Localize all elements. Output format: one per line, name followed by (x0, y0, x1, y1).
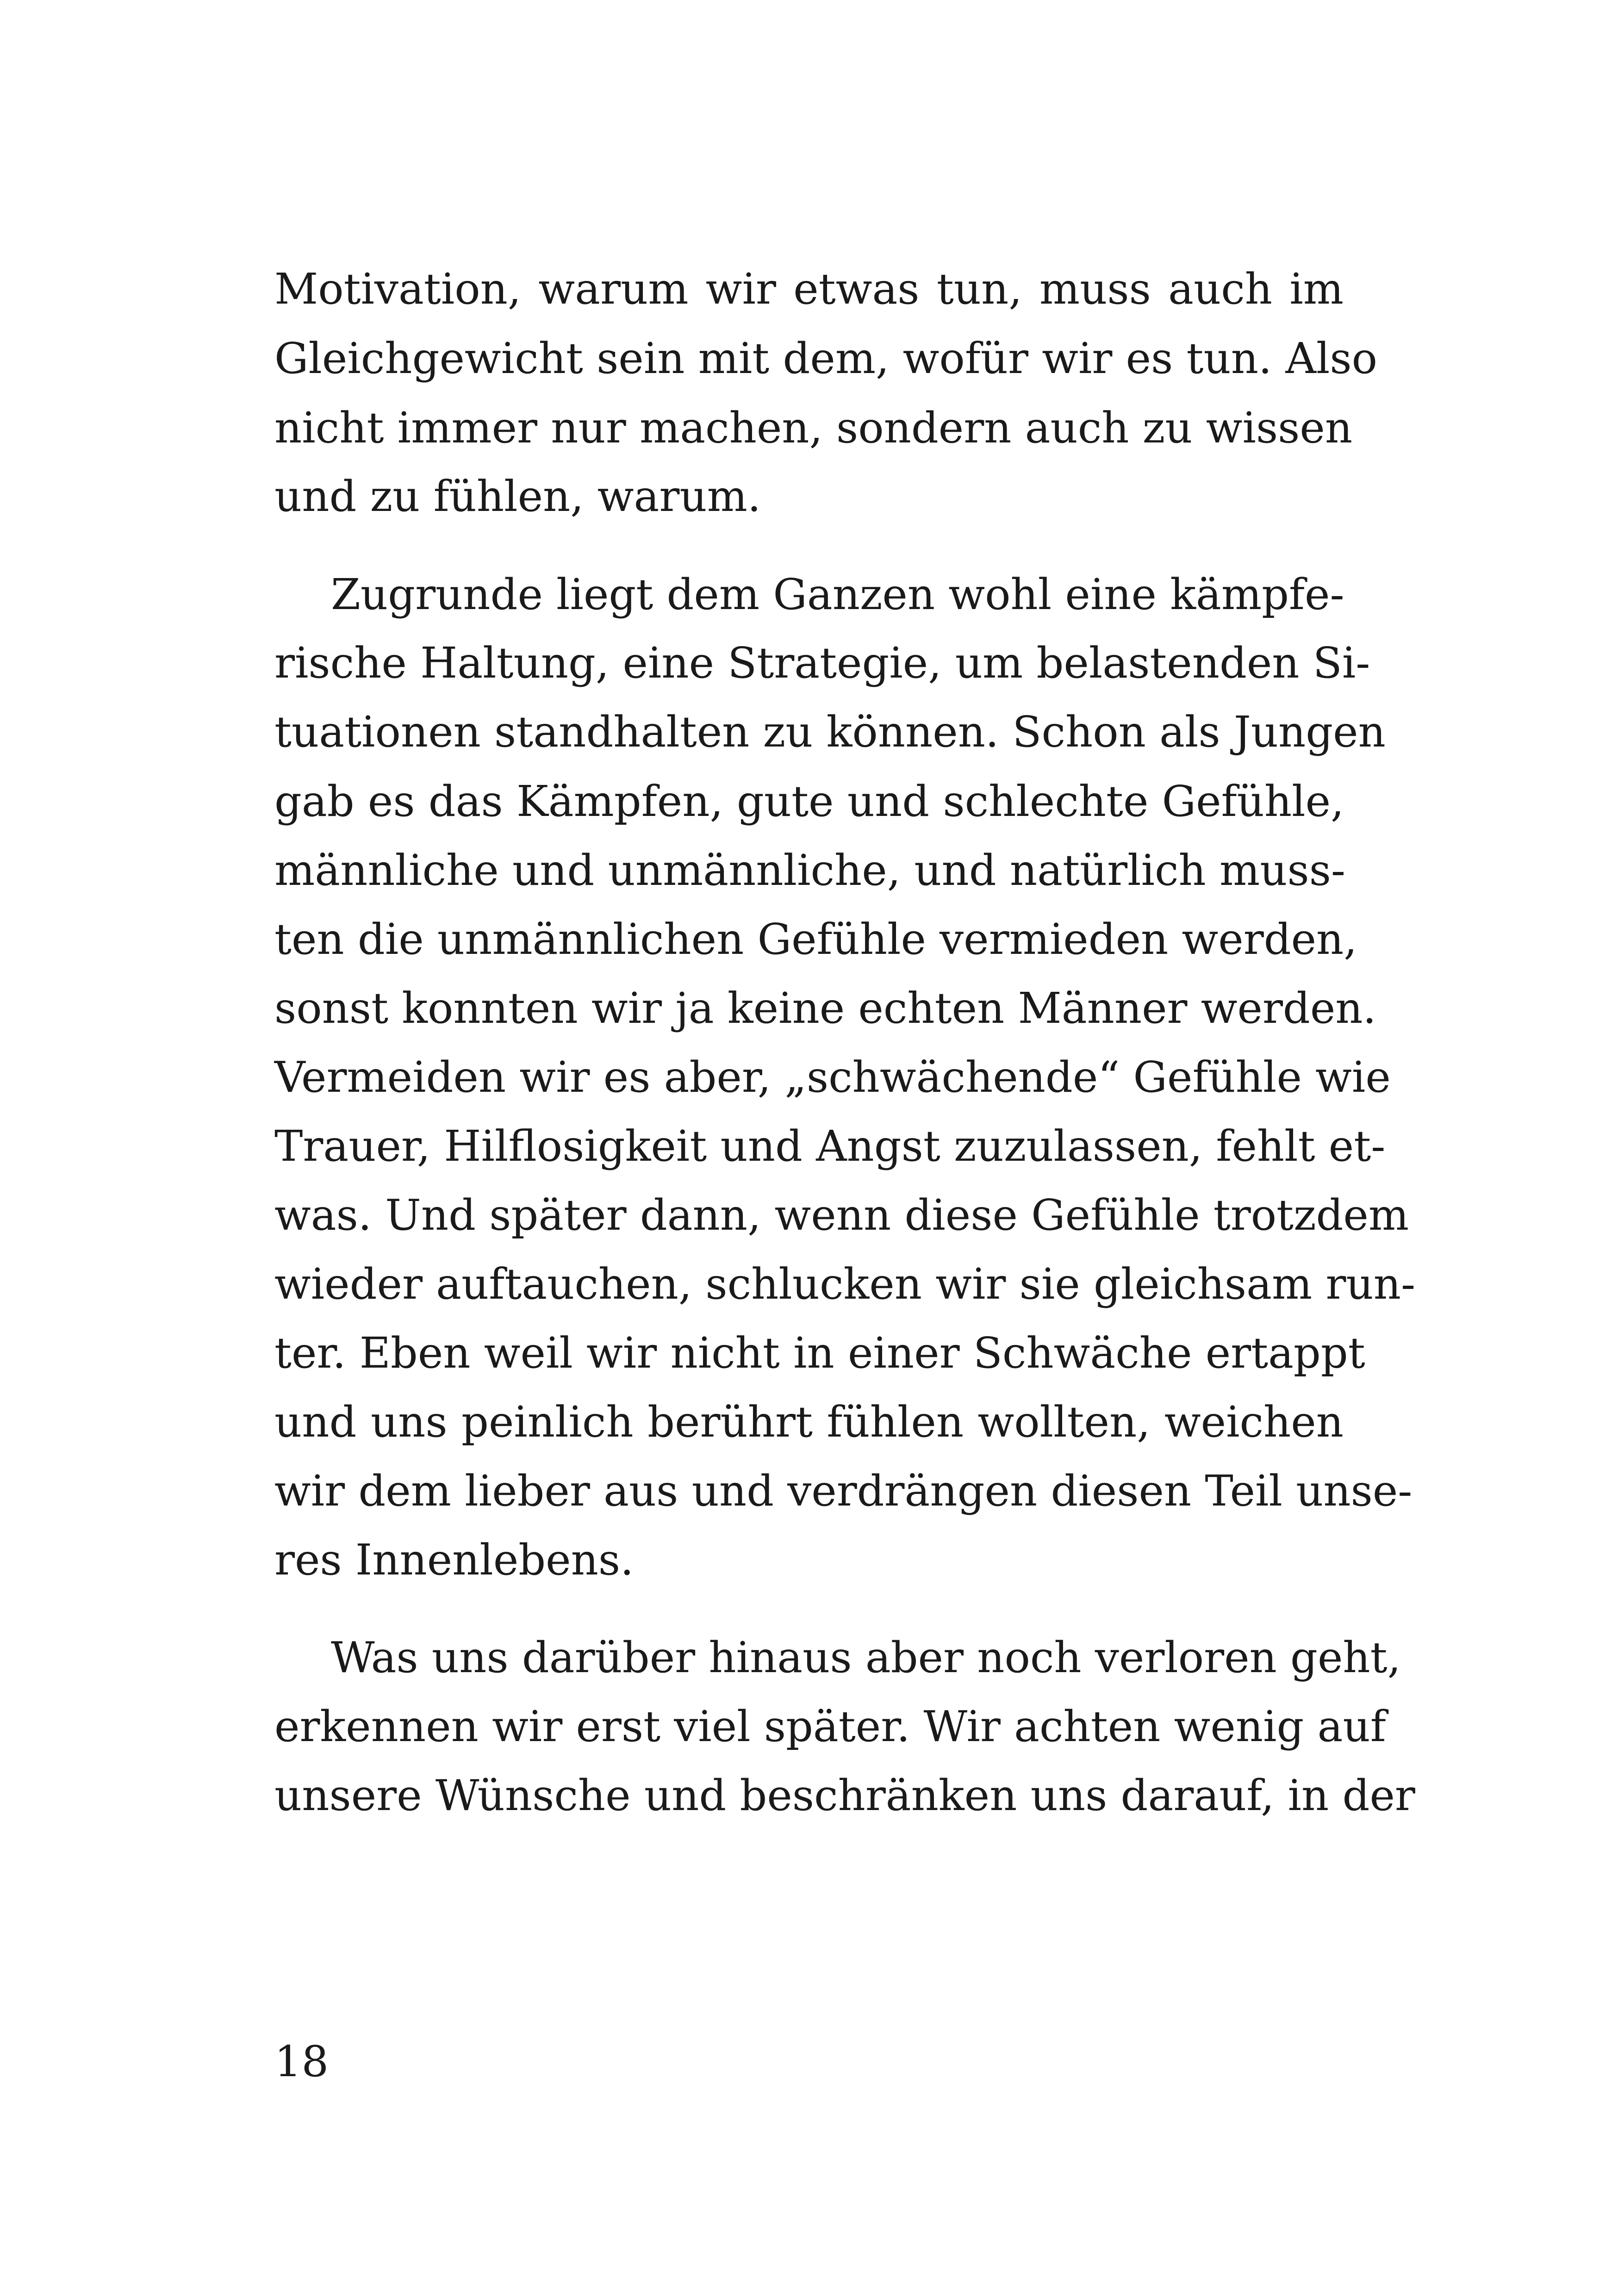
paragraph-2-line-15: res Innenlebens. (274, 1535, 634, 1585)
page-number: 18 (274, 2037, 329, 2086)
paragraph-2-line-8: Vermeiden wir es aber, „schwächende“ Gefühle wie (274, 1052, 1391, 1102)
paragraph-2-line-14: wir dem lieber aus und verdrängen diesen Teil unse- (274, 1466, 1413, 1516)
paragraph-3-line-2: erkennen wir erst viel später. Wir achten wenig auf (274, 1702, 1386, 1751)
paragraph-2-line-12: ter. Eben weil wir nicht in einer Schwäche ertappt (274, 1328, 1365, 1378)
paragraph-2-line-1: Zugrunde liegt dem Ganzen wohl eine kämpfe- (331, 570, 1344, 619)
paragraph-3-line-3: unsere Wünsche und beschränken uns darauf, in der (274, 1771, 1415, 1820)
paragraph-2-line-9: Trauer, Hilflosigkeit und Angst zuzulassen, fehlt et- (274, 1121, 1386, 1171)
paragraph-2-line-6: ten die unmännlichen Gefühle vermieden werden, (274, 915, 1357, 964)
paragraph-2-line-7: sonst konnten wir ja keine echten Männer werden. (274, 983, 1376, 1033)
paragraph-2-line-3: tuationen standhalten zu können. Schon als Jungen (274, 707, 1386, 757)
paragraph-2-line-10: was. Und später dann, wenn diese Gefühle trotzdem (274, 1190, 1409, 1240)
paragraph-2-line-5: männliche und unmännliche, und natürlich muss- (274, 846, 1346, 895)
paragraph-3-line-1: Was uns darüber hinaus aber noch verloren geht, (331, 1633, 1401, 1682)
paragraph-1-line-1: Motivation, warum wir etwas tun, muss auch im (274, 264, 1344, 314)
paragraph-2-line-2: rische Haltung, eine Strategie, um belastenden Si- (274, 638, 1370, 688)
paragraph-2-line-4: gab es das Kämpfen, gute und schlechte Gefühle, (274, 777, 1344, 826)
paragraph-1-line-3: nicht immer nur machen, sondern auch zu wissen (274, 403, 1353, 453)
paragraph-1-line-4: und zu fühlen, warum. (274, 472, 761, 521)
paragraph-1-line-2: Gleichgewicht sein mit dem, wofür wir es tun. Also (274, 334, 1377, 383)
paragraph-2-line-13: und uns peinlich berührt fühlen wollten, weichen (274, 1397, 1344, 1447)
paragraph-2-line-11: wieder auftauchen, schlucken wir sie gleichsam run- (274, 1259, 1416, 1309)
